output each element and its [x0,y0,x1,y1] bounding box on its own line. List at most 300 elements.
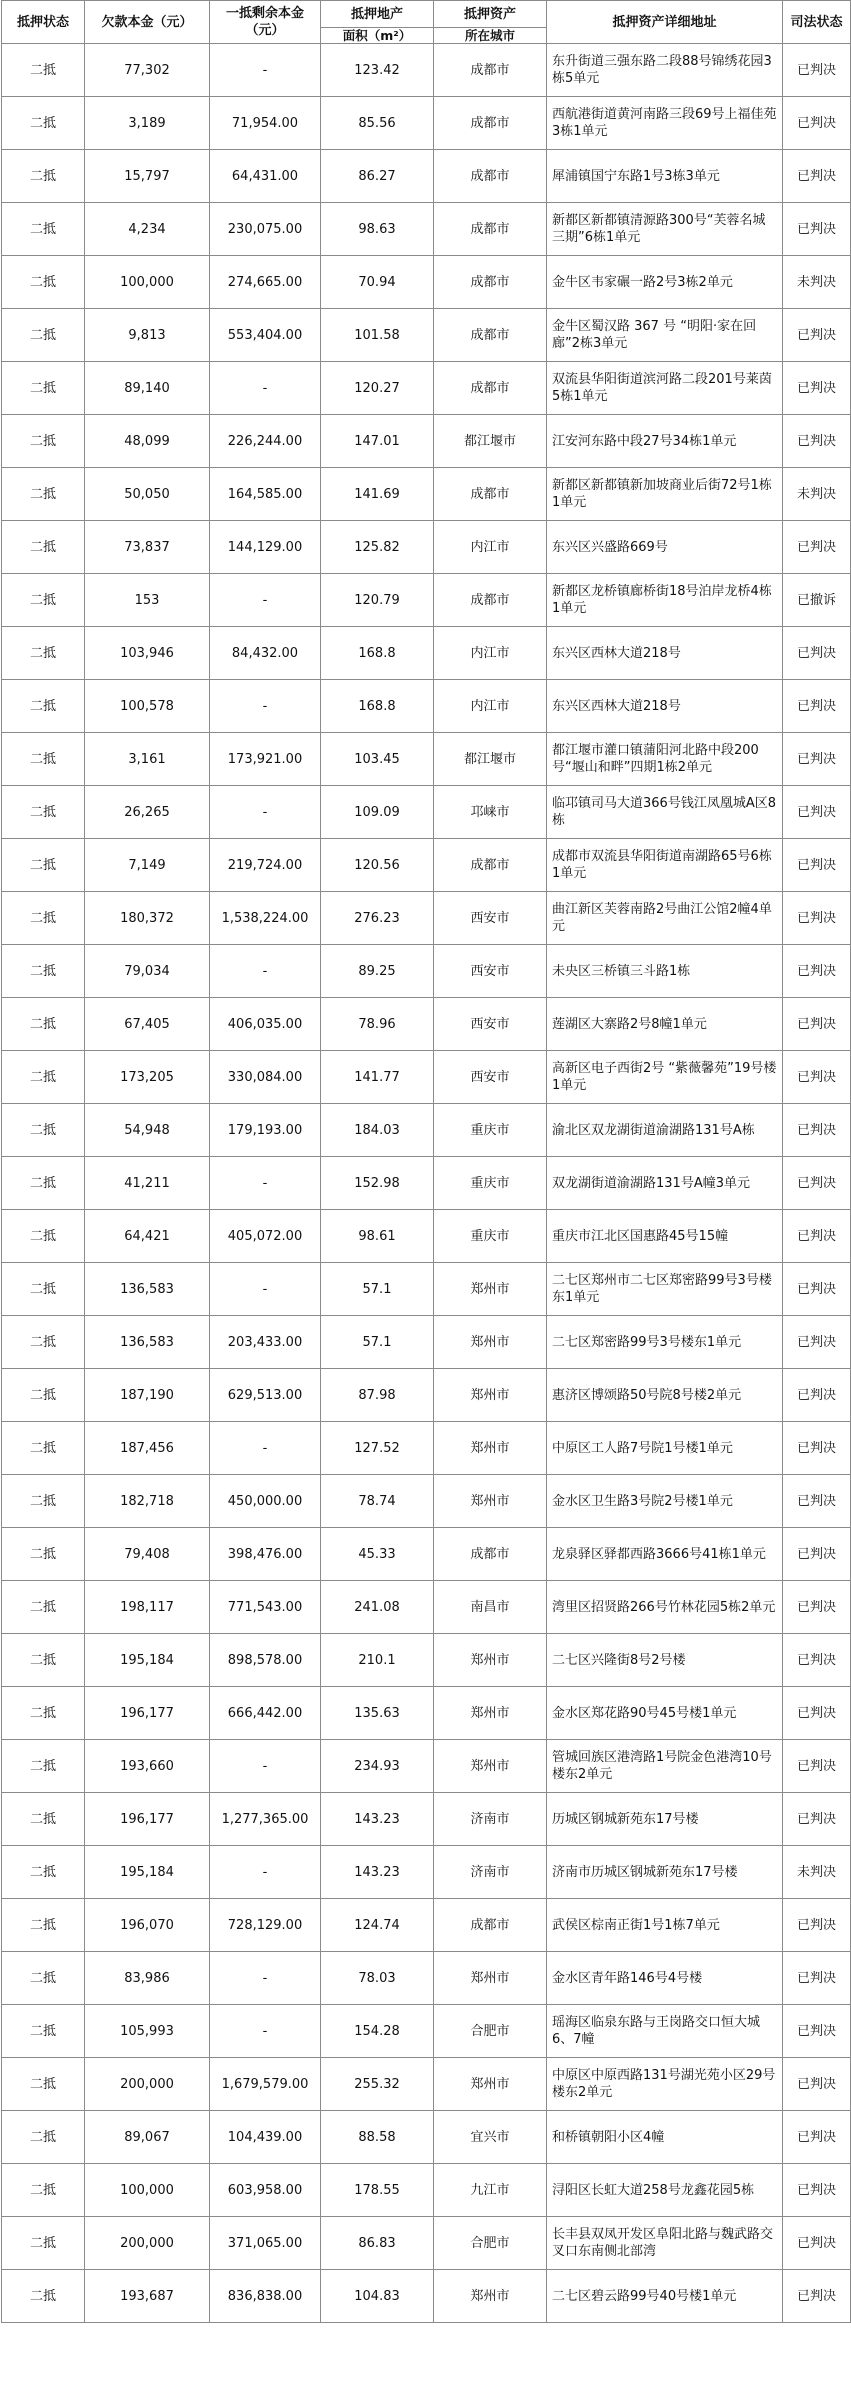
remaining-cell: 144,129.00 [210,521,321,574]
area-cell: 255.32 [321,2058,434,2111]
table-row [2,1104,851,1157]
table-row [2,1210,851,1263]
judicial-cell: 已判决 [783,1316,851,1369]
principal-cell: 64,421 [85,1210,210,1263]
city-cell: 合肥市 [434,2005,547,2058]
judicial-cell: 已判决 [783,945,851,998]
judicial-cell: 未判决 [783,1846,851,1899]
area-cell: 101.58 [321,309,434,362]
judicial-cell: 已判决 [783,1104,851,1157]
judicial-cell: 已判决 [783,203,851,256]
city-cell: 成都市 [434,44,547,97]
status-cell: 二抵 [2,1475,85,1528]
area-cell: 87.98 [321,1369,434,1422]
principal-cell: 15,797 [85,150,210,203]
remaining-cell: 219,724.00 [210,839,321,892]
address-cell: 重庆市江北区国惠路45号15幢 [547,1210,783,1263]
address-cell: 临邛镇司马大道366号钱江凤凰城A区8栋 [547,786,783,839]
address-cell: 和桥镇朝阳小区4幢 [547,2111,783,2164]
remaining-cell: 173,921.00 [210,733,321,786]
address-cell: 金牛区韦家碾一路2号3栋2单元 [547,256,783,309]
header-principal: 欠款本金（元） [85,1,210,44]
table-row [2,1157,851,1210]
address-cell: 龙泉驿区驿都西路3666号41栋1单元 [547,1528,783,1581]
area-cell: 123.42 [321,44,434,97]
table-row [2,2270,851,2323]
principal-cell: 103,946 [85,627,210,680]
city-cell: 南昌市 [434,1581,547,1634]
address-cell: 湾里区招贤路266号竹林花园5栋2单元 [547,1581,783,1634]
header-area: 面积（m²） [321,28,434,44]
remaining-cell: 405,072.00 [210,1210,321,1263]
status-cell: 二抵 [2,892,85,945]
header-asset: 抵押资产 [434,1,547,28]
area-cell: 135.63 [321,1687,434,1740]
table-row [2,627,851,680]
address-cell: 犀浦镇国宁东路1号3栋3单元 [547,150,783,203]
principal-cell: 187,190 [85,1369,210,1422]
principal-cell: 79,034 [85,945,210,998]
header-property: 抵押地产 [321,1,434,28]
status-cell: 二抵 [2,1846,85,1899]
header-address: 抵押资产详细地址 [547,1,783,44]
city-cell: 内江市 [434,521,547,574]
judicial-cell: 已判决 [783,1793,851,1846]
remaining-cell: - [210,44,321,97]
remaining-cell: 603,958.00 [210,2164,321,2217]
table-row [2,256,851,309]
principal-cell: 182,718 [85,1475,210,1528]
principal-cell: 195,184 [85,1846,210,1899]
city-cell: 西安市 [434,945,547,998]
table-row [2,203,851,256]
address-cell: 江安河东路中段27号34栋1单元 [547,415,783,468]
judicial-cell: 已判决 [783,2005,851,2058]
status-cell: 二抵 [2,1104,85,1157]
remaining-cell: - [210,362,321,415]
table-row [2,1581,851,1634]
city-cell: 郑州市 [434,1263,547,1316]
judicial-cell: 已判决 [783,415,851,468]
status-cell: 二抵 [2,256,85,309]
city-cell: 郑州市 [434,1740,547,1793]
remaining-cell: 274,665.00 [210,256,321,309]
remaining-cell: 179,193.00 [210,1104,321,1157]
remaining-cell: 1,538,224.00 [210,892,321,945]
remaining-cell: 836,838.00 [210,2270,321,2323]
remaining-cell: - [210,1740,321,1793]
city-cell: 成都市 [434,256,547,309]
area-cell: 57.1 [321,1316,434,1369]
principal-cell: 41,211 [85,1157,210,1210]
principal-cell: 105,993 [85,2005,210,2058]
area-cell: 70.94 [321,256,434,309]
status-cell: 二抵 [2,839,85,892]
principal-cell: 9,813 [85,309,210,362]
address-cell: 双龙湖街道渝湖路131号A幢3单元 [547,1157,783,1210]
judicial-cell: 已判决 [783,680,851,733]
table-row [2,1687,851,1740]
city-cell: 济南市 [434,1846,547,1899]
remaining-cell: 629,513.00 [210,1369,321,1422]
table-row [2,1422,851,1475]
principal-cell: 3,161 [85,733,210,786]
city-cell: 郑州市 [434,1316,547,1369]
principal-cell: 67,405 [85,998,210,1051]
remaining-cell: 104,439.00 [210,2111,321,2164]
city-cell: 合肥市 [434,2217,547,2270]
address-cell: 未央区三桥镇三斗路1栋 [547,945,783,998]
area-cell: 57.1 [321,1263,434,1316]
principal-cell: 196,177 [85,1687,210,1740]
principal-cell: 196,177 [85,1793,210,1846]
status-cell: 二抵 [2,1581,85,1634]
address-cell: 东兴区兴盛路669号 [547,521,783,574]
header-city: 所在城市 [434,28,547,44]
remaining-cell: 1,277,365.00 [210,1793,321,1846]
table-row [2,574,851,627]
status-cell: 二抵 [2,1899,85,1952]
status-cell: 二抵 [2,97,85,150]
area-cell: 154.28 [321,2005,434,2058]
area-cell: 88.58 [321,2111,434,2164]
remaining-cell: 164,585.00 [210,468,321,521]
address-cell: 二七区碧云路99号40号楼1单元 [547,2270,783,2323]
address-cell: 长丰县双凤开发区阜阳北路与魏武路交叉口东南侧北部湾 [547,2217,783,2270]
status-cell: 二抵 [2,680,85,733]
principal-cell: 77,302 [85,44,210,97]
table-row [2,2005,851,2058]
area-cell: 78.74 [321,1475,434,1528]
table-row [2,1740,851,1793]
remaining-cell: 450,000.00 [210,1475,321,1528]
table-row [2,998,851,1051]
remaining-cell: - [210,786,321,839]
status-cell: 二抵 [2,309,85,362]
principal-cell: 193,687 [85,2270,210,2323]
table-body [2,44,851,2323]
city-cell: 成都市 [434,574,547,627]
remaining-cell: 84,432.00 [210,627,321,680]
area-cell: 178.55 [321,2164,434,2217]
judicial-cell: 已判决 [783,2164,851,2217]
status-cell: 二抵 [2,1422,85,1475]
city-cell: 成都市 [434,309,547,362]
city-cell: 成都市 [434,1528,547,1581]
address-cell: 金水区卫生路3号院2号楼1单元 [547,1475,783,1528]
remaining-cell: 1,679,579.00 [210,2058,321,2111]
address-cell: 新都区龙桥镇廊桥街18号泊岸龙桥4栋1单元 [547,574,783,627]
judicial-cell: 已判决 [783,733,851,786]
judicial-cell: 已判决 [783,309,851,362]
area-cell: 78.96 [321,998,434,1051]
status-cell: 二抵 [2,1316,85,1369]
area-cell: 184.03 [321,1104,434,1157]
city-cell: 都江堰市 [434,733,547,786]
address-cell: 中原区中原西路131号湖光苑小区29号楼东2单元 [547,2058,783,2111]
address-cell: 浔阳区长虹大道258号龙鑫花园5栋 [547,2164,783,2217]
city-cell: 西安市 [434,998,547,1051]
table-row [2,1899,851,1952]
remaining-cell: 71,954.00 [210,97,321,150]
table-row [2,2217,851,2270]
city-cell: 济南市 [434,1793,547,1846]
remaining-cell: - [210,1157,321,1210]
principal-cell: 136,583 [85,1263,210,1316]
principal-cell: 173,205 [85,1051,210,1104]
judicial-cell: 已判决 [783,1528,851,1581]
area-cell: 120.27 [321,362,434,415]
address-cell: 武侯区棕南正街1号1栋7单元 [547,1899,783,1952]
judicial-cell: 已判决 [783,1952,851,2005]
area-cell: 234.93 [321,1740,434,1793]
table-row [2,786,851,839]
city-cell: 内江市 [434,680,547,733]
area-cell: 141.77 [321,1051,434,1104]
area-cell: 127.52 [321,1422,434,1475]
principal-cell: 83,986 [85,1952,210,2005]
status-cell: 二抵 [2,2164,85,2217]
judicial-cell: 已判决 [783,786,851,839]
mortgage-table [1,0,851,2323]
remaining-cell: - [210,1952,321,2005]
city-cell: 成都市 [434,1899,547,1952]
principal-cell: 193,660 [85,1740,210,1793]
address-cell: 二七区兴隆街8号2号楼 [547,1634,783,1687]
status-cell: 二抵 [2,733,85,786]
judicial-cell: 已判决 [783,1051,851,1104]
remaining-cell: 398,476.00 [210,1528,321,1581]
address-cell: 东升街道三强东路二段88号锦绣花园3栋5单元 [547,44,783,97]
address-cell: 瑶海区临泉东路与王岗路交口恒大城6、7幢 [547,2005,783,2058]
status-cell: 二抵 [2,1210,85,1263]
principal-cell: 89,067 [85,2111,210,2164]
table-row [2,680,851,733]
status-cell: 二抵 [2,998,85,1051]
status-cell: 二抵 [2,1687,85,1740]
remaining-cell: 203,433.00 [210,1316,321,1369]
city-cell: 内江市 [434,627,547,680]
judicial-cell: 已判决 [783,1899,851,1952]
principal-cell: 100,000 [85,2164,210,2217]
area-cell: 168.8 [321,680,434,733]
address-cell: 渝北区双龙湖街道渝湖路131号A栋 [547,1104,783,1157]
judicial-cell: 已判决 [783,627,851,680]
judicial-cell: 已判决 [783,1422,851,1475]
area-cell: 104.83 [321,2270,434,2323]
status-cell: 二抵 [2,1263,85,1316]
city-cell: 郑州市 [434,2270,547,2323]
area-cell: 210.1 [321,1634,434,1687]
address-cell: 莲湖区大寨路2号8幢1单元 [547,998,783,1051]
principal-cell: 180,372 [85,892,210,945]
remaining-cell: - [210,1846,321,1899]
area-cell: 109.09 [321,786,434,839]
table-row [2,1475,851,1528]
table-row [2,2164,851,2217]
city-cell: 宜兴市 [434,2111,547,2164]
address-cell: 二七区郑州市二七区郑密路99号3号楼东1单元 [547,1263,783,1316]
address-cell: 新都区新都镇清源路300号“芙蓉名城三期”6栋1单元 [547,203,783,256]
status-cell: 二抵 [2,627,85,680]
area-cell: 152.98 [321,1157,434,1210]
judicial-cell: 已判决 [783,521,851,574]
address-cell: 金牛区蜀汉路 367 号 “明阳·家在回廊”2栋3单元 [547,309,783,362]
header-judicial: 司法状态 [783,1,851,44]
table-row [2,1316,851,1369]
judicial-cell: 已判决 [783,44,851,97]
principal-cell: 54,948 [85,1104,210,1157]
principal-cell: 73,837 [85,521,210,574]
principal-cell: 136,583 [85,1316,210,1369]
address-cell: 新都区新都镇新加坡商业后街72号1栋1单元 [547,468,783,521]
address-cell: 金水区郑花路90号45号楼1单元 [547,1687,783,1740]
area-cell: 276.23 [321,892,434,945]
table-row [2,468,851,521]
address-cell: 高新区电子西街2号 “紫薇馨苑”19号楼1单元 [547,1051,783,1104]
area-cell: 85.56 [321,97,434,150]
area-cell: 98.61 [321,1210,434,1263]
judicial-cell: 已判决 [783,892,851,945]
judicial-cell: 已判决 [783,998,851,1051]
city-cell: 郑州市 [434,1422,547,1475]
address-cell: 管城回族区港湾路1号院金色港湾10号楼东2单元 [547,1740,783,1793]
judicial-cell: 已判决 [783,1581,851,1634]
address-cell: 济南市历城区钢城新苑东17号楼 [547,1846,783,1899]
address-cell: 东兴区西林大道218号 [547,680,783,733]
address-cell: 西航港街道黄河南路三段69号上福佳苑3栋1单元 [547,97,783,150]
remaining-cell: - [210,680,321,733]
remaining-cell: 371,065.00 [210,2217,321,2270]
judicial-cell: 已判决 [783,362,851,415]
area-cell: 78.03 [321,1952,434,2005]
remaining-cell: 771,543.00 [210,1581,321,1634]
remaining-cell: 330,084.00 [210,1051,321,1104]
judicial-cell: 已判决 [783,1157,851,1210]
judicial-cell: 已判决 [783,1369,851,1422]
city-cell: 重庆市 [434,1104,547,1157]
table-row [2,1263,851,1316]
table-row [2,1793,851,1846]
principal-cell: 79,408 [85,1528,210,1581]
city-cell: 成都市 [434,468,547,521]
principal-cell: 200,000 [85,2058,210,2111]
city-cell: 西安市 [434,1051,547,1104]
principal-cell: 100,000 [85,256,210,309]
judicial-cell: 已判决 [783,2270,851,2323]
remaining-cell: 230,075.00 [210,203,321,256]
table-row [2,150,851,203]
status-cell: 二抵 [2,1528,85,1581]
city-cell: 成都市 [434,97,547,150]
judicial-cell: 已判决 [783,2058,851,2111]
area-cell: 125.82 [321,521,434,574]
city-cell: 都江堰市 [434,415,547,468]
principal-cell: 50,050 [85,468,210,521]
address-cell: 惠济区博颂路50号院8号楼2单元 [547,1369,783,1422]
city-cell: 郑州市 [434,1634,547,1687]
city-cell: 重庆市 [434,1157,547,1210]
area-cell: 124.74 [321,1899,434,1952]
judicial-cell: 已判决 [783,97,851,150]
address-cell: 都江堰市灌口镇蒲阳河北路中段200号“堰山和畔”四期1栋2单元 [547,733,783,786]
table-row [2,2111,851,2164]
principal-cell: 153 [85,574,210,627]
remaining-cell: - [210,574,321,627]
status-cell: 二抵 [2,203,85,256]
city-cell: 郑州市 [434,1687,547,1740]
status-cell: 二抵 [2,1634,85,1687]
remaining-cell: 64,431.00 [210,150,321,203]
remaining-cell: 666,442.00 [210,1687,321,1740]
address-cell: 成都市双流县华阳街道南湖路65号6栋1单元 [547,839,783,892]
area-cell: 143.23 [321,1793,434,1846]
area-cell: 141.69 [321,468,434,521]
status-cell: 二抵 [2,1740,85,1793]
principal-cell: 100,578 [85,680,210,733]
principal-cell: 26,265 [85,786,210,839]
judicial-cell: 已判决 [783,1687,851,1740]
table-row [2,1634,851,1687]
area-cell: 103.45 [321,733,434,786]
principal-cell: 7,149 [85,839,210,892]
status-cell: 二抵 [2,2217,85,2270]
judicial-cell: 已判决 [783,1634,851,1687]
city-cell: 成都市 [434,203,547,256]
status-cell: 二抵 [2,44,85,97]
table-row [2,2058,851,2111]
judicial-cell: 已判决 [783,2217,851,2270]
judicial-cell: 已判决 [783,839,851,892]
table-row [2,1528,851,1581]
status-cell: 二抵 [2,945,85,998]
principal-cell: 89,140 [85,362,210,415]
remaining-cell: - [210,2005,321,2058]
principal-cell: 198,117 [85,1581,210,1634]
remaining-cell: - [210,945,321,998]
city-cell: 成都市 [434,150,547,203]
status-cell: 二抵 [2,2111,85,2164]
status-cell: 二抵 [2,2270,85,2323]
address-cell: 双流县华阳街道滨河路二段201号莱茵5栋1单元 [547,362,783,415]
status-cell: 二抵 [2,1793,85,1846]
table-row [2,362,851,415]
remaining-cell: - [210,1422,321,1475]
address-cell: 历城区钢城新苑东17号楼 [547,1793,783,1846]
area-cell: 86.27 [321,150,434,203]
table-row [2,839,851,892]
judicial-cell: 已判决 [783,1475,851,1528]
principal-cell: 3,189 [85,97,210,150]
city-cell: 成都市 [434,362,547,415]
area-cell: 120.56 [321,839,434,892]
city-cell: 九江市 [434,2164,547,2217]
area-cell: 86.83 [321,2217,434,2270]
principal-cell: 48,099 [85,415,210,468]
address-cell: 二七区郑密路99号3号楼东1单元 [547,1316,783,1369]
table-header [2,1,851,44]
remaining-cell: - [210,1263,321,1316]
area-cell: 98.63 [321,203,434,256]
judicial-cell: 已撤诉 [783,574,851,627]
remaining-cell: 406,035.00 [210,998,321,1051]
table-row [2,1846,851,1899]
status-cell: 二抵 [2,786,85,839]
judicial-cell: 已判决 [783,1263,851,1316]
status-cell: 二抵 [2,1369,85,1422]
judicial-cell: 已判决 [783,2111,851,2164]
remaining-cell: 553,404.00 [210,309,321,362]
